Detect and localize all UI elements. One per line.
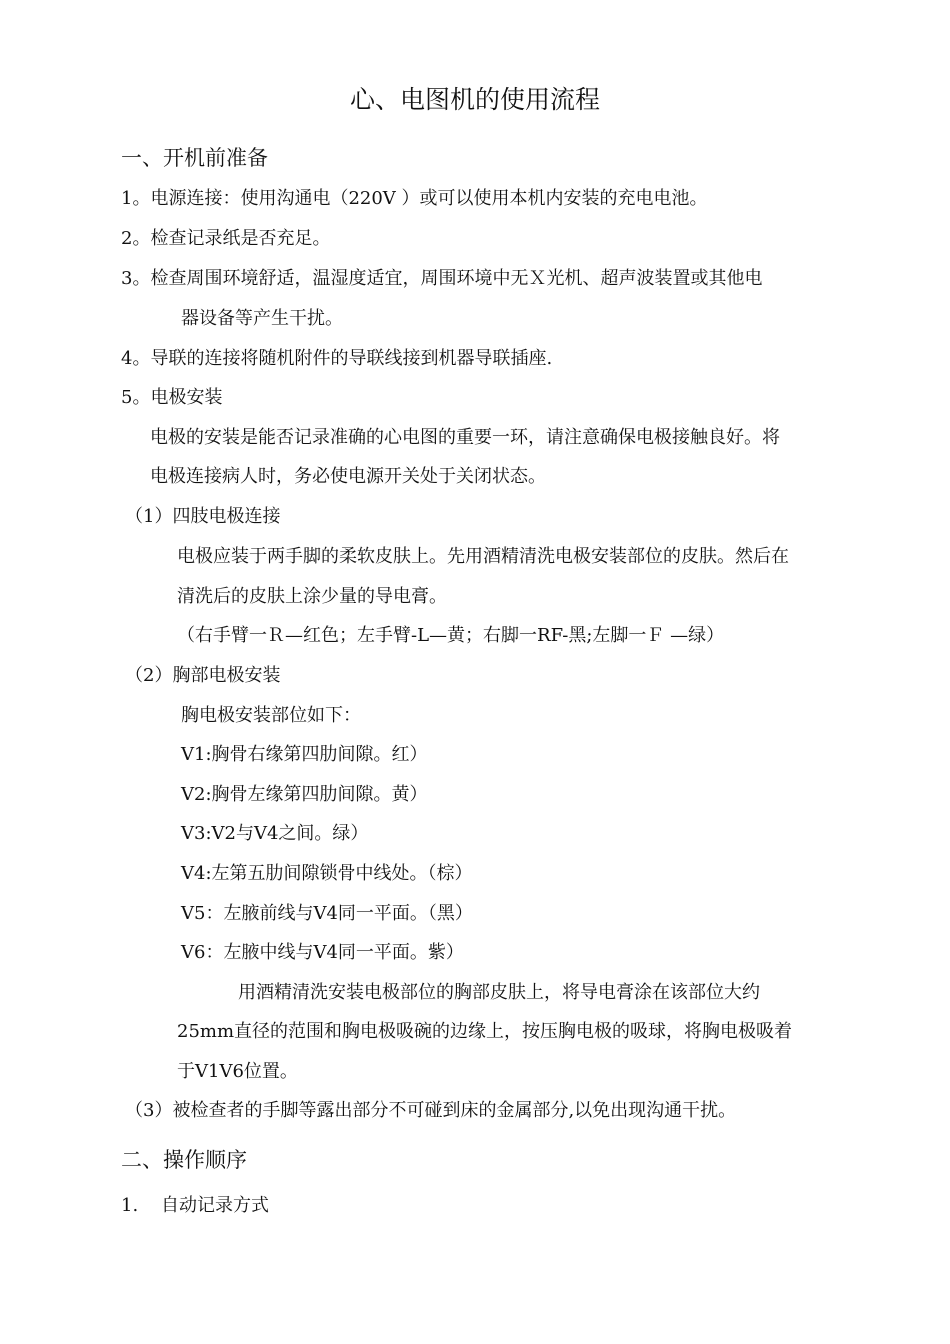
paragraph-line: 电极的安装是能否记录准确的心电图的重要一环，请注意确保电极接触良好。将 xyxy=(150,427,780,448)
paragraph-line: （右手臂一Ｒ—红色；左手臂-L—黄；右脚一RF-黑;左脚一Ｆ —绿） xyxy=(177,625,725,646)
paragraph-line: 胸电极安装部位如下： xyxy=(181,705,361,726)
section-heading-operation: 二、操作顺序 xyxy=(121,1148,247,1172)
paragraph-line: 器设备等产生干扰。 xyxy=(181,308,343,329)
paragraph-line: 1。电源连接：使用沟通电（220V ）或可以使用本机内安装的充电电池。 xyxy=(121,188,708,209)
paragraph-line: 2。检查记录纸是否充足。 xyxy=(121,228,331,249)
list-item: V2:胸骨左缘第四肋间隙。黄） xyxy=(181,784,428,805)
section-heading-preparation: 一、开机前准备 xyxy=(121,146,268,170)
paragraph-line: 电极应装于两手脚的柔软皮肤上。先用酒精清洗电极安装部位的皮肤。然后在 xyxy=(177,546,789,567)
subsection-heading: （1）四肢电极连接 xyxy=(125,506,281,527)
list-item: V3:V2与V4之间。绿） xyxy=(181,823,369,844)
paragraph-line: 于V1V6位置。 xyxy=(177,1061,298,1082)
paragraph-line: （3）被检查者的手脚等露出部分不可碰到床的金属部分,以免出现沟通干扰。 xyxy=(125,1100,737,1121)
list-item: V1:胸骨右缘第四肋间隙。红） xyxy=(181,744,428,765)
paragraph-line: 清洗后的皮肤上涂少量的导电膏。 xyxy=(177,586,447,607)
paragraph-line: 3。检查周围环境舒适，温湿度适宜，周围环境中无Ｘ光机、超声波装置或其他电 xyxy=(121,268,763,289)
document-title: 心、电图机的使用流程 xyxy=(349,85,600,114)
list-item: V5：左腋前线与V4同一平面。（黑） xyxy=(181,903,473,924)
list-item: V6：左腋中线与V4同一平面。紫） xyxy=(181,942,464,963)
paragraph-line: 25mm直径的范围和胸电极吸碗的边缘上，按压胸电极的吸球，将胸电极吸着 xyxy=(177,1021,793,1042)
list-item: 1. 自动记录方式 xyxy=(121,1195,270,1216)
list-item: V4:左第五肋间隙锁骨中线处。（棕） xyxy=(181,863,473,884)
subsection-heading: （2）胸部电极安装 xyxy=(125,665,281,686)
paragraph-line: 用酒精清洗安装电极部位的胸部皮肤上，将导电膏涂在该部位大约 xyxy=(238,982,760,1003)
paragraph-line: 5。电极安装 xyxy=(121,387,223,408)
paragraph-line: 电极连接病人时，务必使电源开关处于关闭状态。 xyxy=(150,466,546,487)
paragraph-line: 4。导联的连接将随机附件的导联线接到机器导联插座. xyxy=(121,348,553,369)
